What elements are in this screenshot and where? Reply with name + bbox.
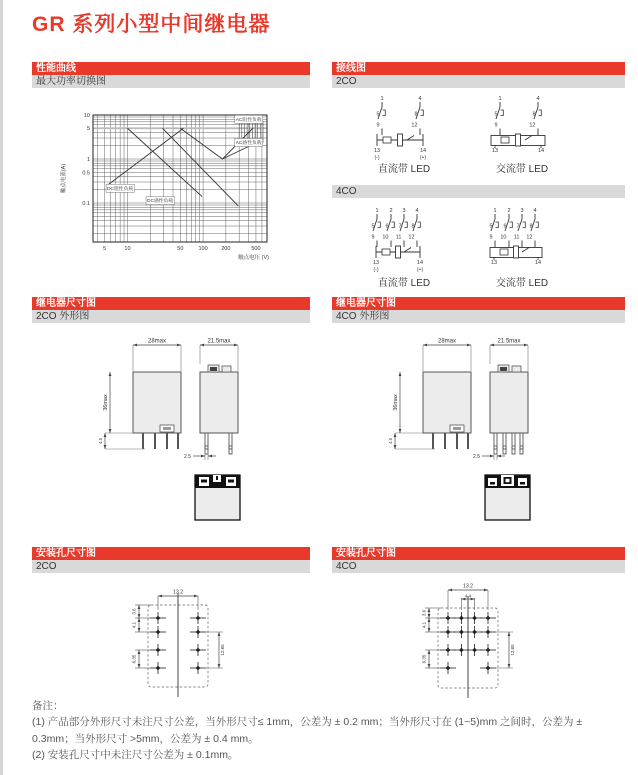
label-2co-dc: 直流带 LED bbox=[377, 164, 431, 175]
section-header-dimensions-2co: 继电器尺寸图 bbox=[32, 297, 310, 310]
svg-text:100: 100 bbox=[198, 246, 208, 252]
svg-text:12.65: 12.65 bbox=[220, 644, 225, 656]
svg-text:11: 11 bbox=[513, 234, 520, 241]
svg-text:4: 4 bbox=[533, 208, 537, 214]
svg-text:4.4: 4.4 bbox=[464, 593, 472, 599]
svg-text:8: 8 bbox=[414, 111, 418, 118]
svg-text:(+): (+) bbox=[419, 155, 427, 161]
svg-text:1: 1 bbox=[493, 208, 497, 214]
svg-text:6: 6 bbox=[503, 223, 507, 230]
svg-text:8: 8 bbox=[411, 223, 415, 230]
svg-text:4.5: 4.5 bbox=[388, 438, 393, 444]
svg-text:500: 500 bbox=[251, 246, 261, 252]
outline-drawing-2co bbox=[32, 330, 310, 545]
svg-text:21.5max: 21.5max bbox=[207, 338, 231, 345]
svg-text:8: 8 bbox=[529, 223, 533, 230]
svg-text:(+): (+) bbox=[416, 267, 424, 273]
subheader-outline-4co: 4CO 外形图 bbox=[332, 310, 625, 323]
wiring-4co-ac-diagram bbox=[482, 206, 562, 274]
svg-text:5: 5 bbox=[376, 111, 380, 118]
remark-item-1: (1) 产品部分外形尺寸未注尺寸公差，当外形尺寸≤ 1mm，公差为 ± 0.2 mm；当外形尺寸在 (1~5)mm 之间时，公差为 ± 0.3mm；当外形尺寸 >5mm，公差为 ± 0.4 mm。 bbox=[32, 716, 583, 745]
svg-text:9: 9 bbox=[371, 234, 375, 241]
subheader-outline-2co: 2CO 外形图 bbox=[32, 310, 310, 323]
remarks-block bbox=[32, 698, 626, 763]
svg-text:10: 10 bbox=[500, 234, 507, 241]
svg-text:11: 11 bbox=[395, 234, 402, 241]
svg-text:9: 9 bbox=[376, 122, 380, 129]
outline-drawing-4co bbox=[322, 330, 600, 545]
svg-text:5: 5 bbox=[489, 223, 493, 230]
wiring-2co-ac-diagram bbox=[482, 94, 562, 162]
svg-text:10: 10 bbox=[83, 113, 90, 119]
svg-text:5: 5 bbox=[494, 111, 498, 118]
subheader-max-power: 最大功率切换图 bbox=[32, 75, 310, 88]
subheader-holes-4co: 4CO bbox=[332, 560, 625, 573]
svg-text:5: 5 bbox=[86, 126, 90, 133]
remark-item-2: (2) 安装孔尺寸中未注尺寸公差为 ± 0.1mm。 bbox=[32, 748, 239, 761]
svg-text:6: 6 bbox=[385, 223, 389, 230]
svg-text:14: 14 bbox=[416, 260, 424, 266]
label-4co-ac: 交流带 LED bbox=[495, 278, 549, 289]
section-header-performance: 性能曲线 bbox=[32, 62, 310, 75]
svg-text:0.5: 0.5 bbox=[82, 170, 90, 177]
svg-text:12: 12 bbox=[411, 122, 418, 129]
svg-text:14: 14 bbox=[537, 148, 545, 154]
svg-text:12: 12 bbox=[526, 234, 533, 241]
svg-text:3.6: 3.6 bbox=[421, 609, 427, 617]
series-DC感性负载 bbox=[127, 128, 202, 196]
subheader-holes-2co: 2CO bbox=[32, 560, 310, 573]
chart-grid bbox=[93, 115, 267, 242]
svg-text:DC感性负载: DC感性负载 bbox=[147, 199, 174, 205]
svg-text:6.35: 6.35 bbox=[131, 654, 137, 664]
svg-text:(-): (-) bbox=[373, 267, 379, 273]
section-header-dimensions-4co: 继电器尺寸图 bbox=[332, 297, 625, 310]
page-title: GR 系列小型中间继电器 bbox=[32, 13, 271, 36]
svg-text:8: 8 bbox=[532, 111, 536, 118]
mounting-holes-4co-diagram bbox=[332, 582, 625, 700]
svg-text:10: 10 bbox=[382, 234, 389, 241]
svg-text:36max: 36max bbox=[103, 394, 109, 411]
svg-text:13.2: 13.2 bbox=[172, 589, 184, 596]
page-edge-line bbox=[0, 0, 3, 775]
svg-text:4: 4 bbox=[415, 208, 419, 214]
svg-text:21.5max: 21.5max bbox=[497, 338, 521, 345]
svg-text:1: 1 bbox=[86, 157, 90, 164]
svg-text:触点电流(A): 触点电流(A) bbox=[61, 163, 67, 194]
svg-text:2: 2 bbox=[507, 208, 511, 214]
svg-text:4.1: 4.1 bbox=[421, 621, 427, 629]
series-DC阻性负载 bbox=[106, 128, 183, 186]
series-DC负载曲线2 bbox=[162, 128, 238, 206]
svg-text:7: 7 bbox=[398, 223, 402, 230]
section-header-wiring: 接线图 bbox=[332, 62, 625, 75]
max-power-switching-chart bbox=[55, 100, 310, 268]
svg-text:4.1: 4.1 bbox=[131, 621, 137, 629]
svg-text:10: 10 bbox=[124, 246, 131, 252]
svg-text:AC阻性负载: AC阻性负载 bbox=[235, 117, 262, 123]
svg-text:12: 12 bbox=[408, 234, 415, 241]
section-header-holes-2co: 安装孔尺寸图 bbox=[32, 547, 310, 560]
svg-text:3.6: 3.6 bbox=[131, 608, 137, 615]
svg-text:9: 9 bbox=[489, 234, 493, 241]
svg-text:触点电压 (V): 触点电压 (V) bbox=[238, 255, 269, 261]
svg-text:(-): (-) bbox=[374, 155, 380, 161]
subheader-wiring-2co: 2CO bbox=[332, 75, 625, 88]
label-2co-ac: 交流带 LED bbox=[495, 164, 549, 175]
svg-text:1: 1 bbox=[375, 208, 379, 214]
svg-text:2: 2 bbox=[389, 208, 393, 214]
svg-text:2.5: 2.5 bbox=[473, 454, 480, 460]
wiring-2co-dc-diagram bbox=[364, 94, 444, 162]
subheader-wiring-4co: 4CO bbox=[332, 185, 625, 198]
svg-text:12: 12 bbox=[529, 122, 536, 129]
svg-text:9: 9 bbox=[494, 122, 498, 129]
svg-text:50: 50 bbox=[177, 246, 184, 252]
svg-text:13.2: 13.2 bbox=[462, 583, 474, 590]
svg-text:3: 3 bbox=[402, 208, 406, 214]
label-4co-dc: 直流带 LED bbox=[377, 278, 431, 289]
svg-text:36max: 36max bbox=[393, 394, 399, 411]
svg-text:6.35: 6.35 bbox=[421, 654, 427, 664]
svg-text:7: 7 bbox=[516, 223, 520, 230]
svg-text:13: 13 bbox=[372, 260, 380, 266]
svg-text:28max: 28max bbox=[147, 338, 167, 345]
svg-text:0.1: 0.1 bbox=[82, 201, 90, 208]
svg-text:200: 200 bbox=[221, 246, 231, 252]
mounting-holes-2co-diagram bbox=[32, 582, 310, 700]
svg-text:3: 3 bbox=[520, 208, 524, 214]
svg-text:2.5: 2.5 bbox=[184, 454, 191, 460]
svg-text:13: 13 bbox=[491, 148, 499, 154]
svg-text:5: 5 bbox=[371, 223, 375, 230]
svg-text:DC阻性负载: DC阻性负载 bbox=[107, 186, 134, 192]
svg-text:14: 14 bbox=[534, 260, 542, 266]
svg-text:13: 13 bbox=[373, 148, 381, 154]
svg-text:13: 13 bbox=[490, 260, 498, 266]
svg-text:14: 14 bbox=[419, 148, 427, 154]
svg-text:12.65: 12.65 bbox=[510, 644, 515, 656]
svg-text:5: 5 bbox=[103, 246, 107, 252]
svg-text:1: 1 bbox=[380, 96, 384, 102]
svg-text:4.5: 4.5 bbox=[98, 438, 103, 444]
svg-text:4: 4 bbox=[418, 96, 422, 102]
svg-text:AC感性负载: AC感性负载 bbox=[235, 140, 262, 146]
section-header-holes-4co: 安装孔尺寸图 bbox=[332, 547, 625, 560]
svg-text:1: 1 bbox=[498, 96, 502, 102]
svg-text:4: 4 bbox=[536, 96, 540, 102]
svg-text:28max: 28max bbox=[437, 338, 457, 345]
remarks-label: 备注： bbox=[32, 700, 64, 712]
wiring-4co-dc-diagram bbox=[364, 206, 444, 274]
